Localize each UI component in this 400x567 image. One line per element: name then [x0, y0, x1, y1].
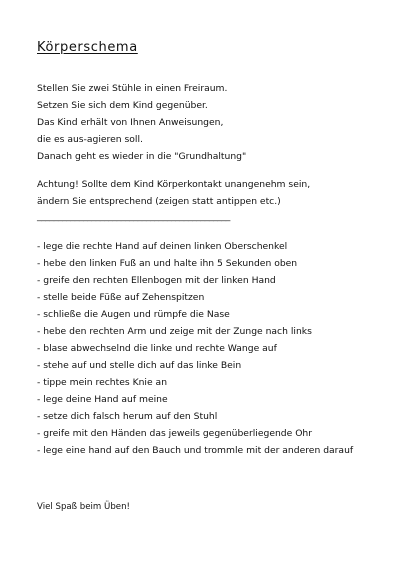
- closing-line: Viel Spaß beim Üben!: [37, 502, 130, 512]
- task-item: - schließe die Augen und rümpfe die Nase: [37, 309, 230, 320]
- intro-line: Das Kind erhält von Ihnen Anweisungen,: [37, 117, 224, 128]
- task-item: - hebe den rechten Arm und zeige mit der Zunge nach links: [37, 326, 312, 337]
- warning-line: Achtung! Sollte dem Kind Körperkontakt unangenehm sein,: [37, 179, 311, 190]
- warning-line: ändern Sie entsprechend (zeigen statt antippen etc.): [37, 196, 281, 207]
- intro-line: Stellen Sie zwei Stühle in einen Freiraum.: [37, 83, 228, 94]
- intro-line: Setzen Sie sich dem Kind gegenüber.: [37, 100, 208, 111]
- task-list: [37, 238, 353, 459]
- task-item: - greife den rechten Ellenbogen mit der linken Hand: [37, 275, 276, 286]
- task-item: - greife mit den Händen das jeweils gegenüberliegende Ohr: [37, 428, 313, 439]
- task-item: - lege deine Hand auf meine: [37, 394, 168, 405]
- task-item: - stelle beide Füße auf Zehenspitzen: [37, 292, 205, 303]
- task-item: - stehe auf und stelle dich auf das linke Bein: [37, 360, 242, 371]
- task-item: - lege eine hand auf den Bauch und trommle mit der anderen darauf: [37, 445, 354, 456]
- warning-paragraph: [37, 176, 310, 210]
- task-item: - setze dich falsch herum auf den Stuhl: [37, 411, 218, 422]
- intro-line: Danach geht es wieder in die "Grundhaltung": [37, 151, 247, 162]
- task-item: - tippe mein rechtes Knie an: [37, 377, 168, 388]
- task-item: - lege die rechte Hand auf deinen linken Oberschenkel: [37, 241, 288, 252]
- separator-line: ______________________________________________: [37, 211, 230, 222]
- task-item: - blase abwechselnd die linke und rechte Wange auf: [37, 343, 277, 354]
- task-item: - hebe den linken Fuß an und halte ihn 5 Sekunden oben: [37, 258, 298, 269]
- document-title: Körperschema: [37, 40, 138, 55]
- intro-line: die es aus-agieren soll.: [37, 134, 143, 145]
- intro-paragraph: [37, 80, 246, 165]
